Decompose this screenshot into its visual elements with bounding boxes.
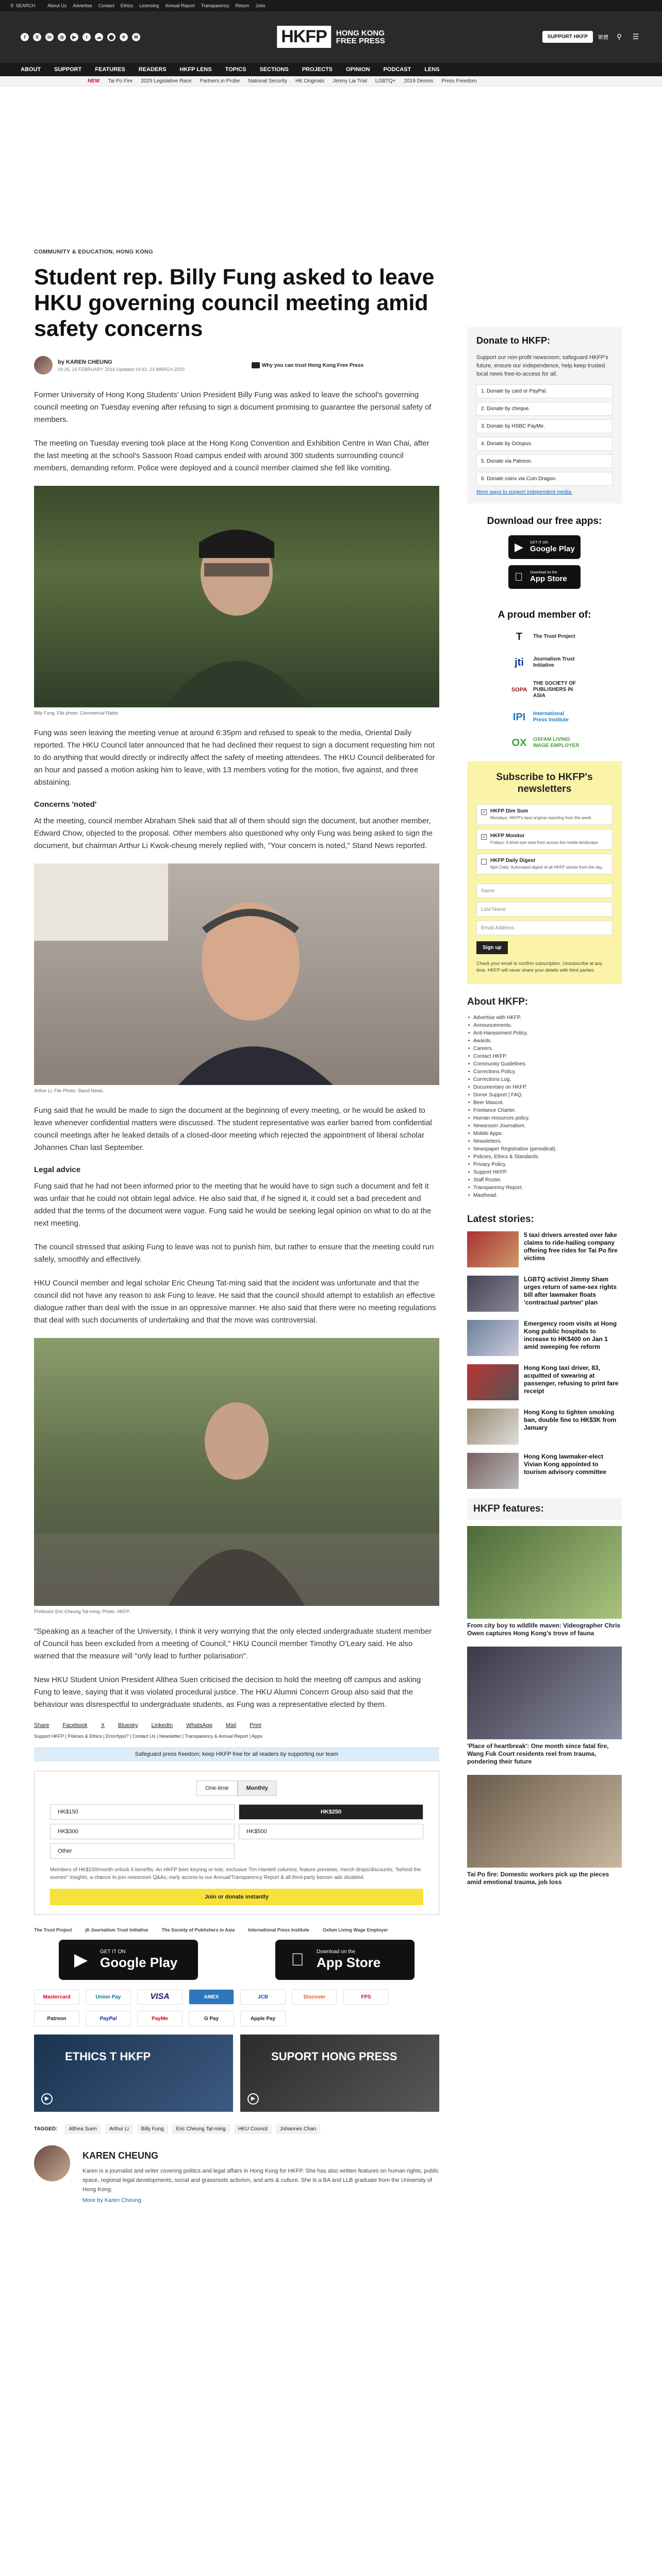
sidebar: [467, 327, 622, 1895]
logo-mark: HKFP: [277, 26, 331, 48]
newsletter-desc: Mondays: HKFP's best original reporting from the week.: [490, 816, 592, 820]
nav-podcast[interactable]: PODCAST: [383, 66, 411, 73]
instagram-icon[interactable]: ◎: [58, 33, 66, 41]
util-link-licensing[interactable]: Licensing: [139, 3, 159, 8]
about-link[interactable]: • Corrections Log.: [467, 1076, 622, 1083]
facebook-icon[interactable]: f: [21, 33, 29, 41]
google-play-icon: ▶: [74, 1950, 88, 1970]
feature-image[interactable]: [467, 1526, 622, 1619]
about-link[interactable]: • Beer Mascot.: [467, 1099, 622, 1107]
about-link[interactable]: • Community Guidelines.: [467, 1060, 622, 1068]
x-icon[interactable]: X: [33, 33, 41, 41]
util-link-transparency[interactable]: Transparency: [201, 3, 229, 8]
nav-topics[interactable]: TOPICS: [225, 66, 246, 73]
play-icon[interactable]: ▶: [41, 2093, 53, 2105]
oxfam-icon: OX: [511, 737, 527, 749]
store-large-label: Google Play: [100, 1955, 178, 1970]
about-link[interactable]: • Staff Roster.: [467, 1176, 622, 1184]
store-large-label: App Store: [530, 574, 567, 583]
util-link-jobs[interactable]: Jobs: [255, 3, 266, 8]
article-category[interactable]: COMMUNITY & EDUCATION, HONG KONG: [34, 249, 154, 255]
story-title[interactable]: LGBTQ activist Jimmy Sham urges return of same-sex rights bill after lawmaker floats 'contractual partner' plan: [524, 1276, 617, 1306]
paragraph: Fung was seen leaving the meeting venue at around 6:35pm and refused to speak to the media, Oriental Daily reported. The HKU Council later announced that he had declined their request to sign a document requesting him not to do anything that would directly or indirectly affect the safety of meeting attendees. The HKU Council deliberated for an hour and passed a motion asking him to leave, with 13 members voting for the motion, five against, and three abstaining.: [34, 728, 435, 787]
trending-link[interactable]: National Security: [248, 78, 287, 84]
newsletter-name: HKFP Monitor: [490, 833, 525, 839]
about-link[interactable]: • Support HKFP.: [467, 1168, 622, 1176]
share-bluesky[interactable]: Bluesky: [118, 1722, 138, 1728]
applepay-icon: Apple Pay: [240, 2011, 286, 2026]
support-links[interactable]: Support HKFP | Policies & Ethics | Error/typo? | Contact Us | Newsletter | Transparency & Annual Report | Apps: [34, 1734, 262, 1739]
member-trust-project[interactable]: [467, 629, 622, 645]
store-small-label: GET IT ON: [530, 541, 548, 545]
story-thumbnail[interactable]: [467, 1453, 519, 1489]
nav-opinion[interactable]: OPINION: [346, 66, 370, 73]
main-nav: [0, 63, 662, 76]
amount-option[interactable]: HK$500: [239, 1824, 423, 1839]
about-link[interactable]: • Donor Support | FAQ.: [467, 1091, 622, 1099]
latest-story[interactable]: [467, 1320, 622, 1356]
jcb-icon: JCB: [240, 1989, 286, 2005]
tag-link[interactable]: Eric Cheung Tat-ming: [172, 2124, 230, 2134]
about-links: [467, 1014, 622, 1199]
payme-icon: PayMe: [137, 2011, 183, 2026]
newsletter-desc: Fridays: A birds-eye view from across the media landscape.: [490, 840, 599, 845]
more-ways-link[interactable]: More ways to support independent media.: [476, 489, 573, 495]
trending-link[interactable]: Tai Po Fire: [108, 78, 133, 84]
trust-icon: [252, 362, 260, 368]
bluesky-icon[interactable]: ☁: [95, 33, 103, 41]
site-logo[interactable]: [277, 26, 385, 48]
feature-title[interactable]: From city boy to wildlife maven: Videographer Chris Owen captures Hong Kong's trove of fauna: [467, 1622, 621, 1637]
latest-story[interactable]: [467, 1276, 622, 1312]
share-bar: [34, 1722, 439, 1728]
latest-title: Latest stories:: [467, 1214, 534, 1225]
search-label: SEARCH: [15, 3, 36, 8]
youtube-icon[interactable]: ▶: [70, 33, 78, 41]
site-header: [0, 11, 662, 63]
about-link[interactable]: • Newsletters.: [467, 1138, 622, 1145]
paypal-icon: PayPal: [86, 2011, 131, 2026]
donate-title: Donate to HKFP:: [476, 335, 550, 346]
search-button[interactable]: [10, 3, 35, 9]
trending-link[interactable]: LGBTQ+: [375, 78, 396, 84]
header-actions: [542, 31, 641, 43]
share-print[interactable]: Print: [250, 1722, 261, 1728]
about-link[interactable]: • Documentary on HKFP.: [467, 1083, 622, 1091]
newsletter-title: Subscribe to HKFP's newsletters: [496, 772, 593, 794]
newsletter-option[interactable]: [476, 854, 613, 874]
promo-title: SUPORT HONG PRESS: [271, 2050, 398, 2063]
about-link[interactable]: • Freelance Charter.: [467, 1107, 622, 1114]
publish-dates: 16:26, 24 FEBRUARY 2016 Updated 19:43, 23 MARCH 2020: [58, 366, 185, 372]
donate-option[interactable]: 1. Donate by card or PayPal.: [476, 384, 613, 398]
byline: [34, 356, 439, 375]
safeguard-banner[interactable]: Safeguard press freedom; keep HKFP free for all readers by supporting our team: [34, 1747, 439, 1761]
about-link[interactable]: • Masthead.: [467, 1192, 622, 1199]
amount-option[interactable]: HK$150: [50, 1804, 235, 1820]
photo-illustration: [34, 863, 439, 1085]
photo-illustration: [34, 1338, 439, 1606]
search-icon: ⚲: [10, 3, 14, 8]
mastercard-icon: Mastercard: [34, 1989, 79, 2005]
amount-options: [50, 1804, 423, 1859]
photo-caption: Billy Fung. File photo: Commercial Radio.: [34, 710, 120, 716]
checkbox[interactable]: [481, 859, 487, 865]
member-label: International Press Institute: [533, 711, 569, 723]
paragraph: "Speaking as a teacher of the University, I think it very worrying that the only elected undergraduate student member of Council has been excluded from a meeting of Council," HKU Council member Timothy O'Leary said. He also warned that the measure will "only lead to further polarisation".: [34, 1627, 432, 1660]
nav-readers[interactable]: READERS: [138, 66, 167, 73]
newsletter-signup: [467, 761, 622, 984]
latest-story[interactable]: [467, 1364, 622, 1400]
sidebar-google-play-button[interactable]: [508, 535, 581, 559]
patreon-icon: Patreon: [34, 2011, 79, 2026]
paragraph: At the meeting, council member Abraham Shek said that all of them should sign the document, but another member, Edward Chow, objected to the proposal. Other members also questioned why only Fung was being asked to sign the document, but chairman Arthur Li Kwok-cheung merely replied with, "Your concern is noted," Stand News reported.: [34, 817, 433, 850]
newsletter-option[interactable]: [476, 829, 613, 850]
tag-link[interactable]: HKU Council: [234, 2124, 272, 2134]
story-thumbnail[interactable]: [467, 1320, 519, 1356]
apple-icon: [515, 570, 523, 584]
promo-support[interactable]: [240, 2035, 439, 2112]
story-title[interactable]: 5 taxi drivers arrested over fake claims to ride-hailing company offering free rides for Tai Po fire victims: [524, 1231, 618, 1262]
features-title: HKFP features:: [467, 1498, 622, 1520]
discover-icon: Discover: [292, 1989, 337, 2005]
util-link-annual-report[interactable]: Annual Report: [165, 3, 195, 8]
donate-option[interactable]: 6. Donate coins via Coin Dragon.: [476, 472, 613, 486]
story-title[interactable]: Hong Kong to tighten smoking ban, double fine to HK$3K from January: [524, 1409, 617, 1431]
feature-title[interactable]: Tai Po fire: Domestic workers pick up the pieces amid emotional trauma, job loss: [467, 1871, 609, 1886]
subheading: Concerns 'noted': [34, 800, 97, 809]
author-box: [34, 2145, 439, 2204]
member-sopa[interactable]: [467, 681, 622, 699]
about-link[interactable]: • Announcements.: [467, 1022, 622, 1029]
brand-name: [336, 29, 385, 45]
join-donate-button[interactable]: Join or donate instantly: [50, 1889, 423, 1905]
member-title: A proud member of:: [498, 609, 591, 620]
donate-option[interactable]: 2. Donate by cheque.: [476, 402, 613, 416]
about-link[interactable]: • Advertise with HKFP.: [467, 1014, 622, 1022]
visa-icon: VISA: [137, 1989, 183, 2005]
author-box-name[interactable]: KAREN CHEUNG: [82, 2150, 159, 2161]
latest-story[interactable]: [467, 1453, 622, 1489]
store-small-label: Download on the: [317, 1949, 356, 1955]
story-thumbnail[interactable]: [467, 1231, 519, 1267]
story-thumbnail[interactable]: [467, 1364, 519, 1400]
paragraph: Former University of Hong Kong Students' Union President Billy Fung was asked to leave the school's governing council meeting on Tuesday evening after refusing to sign a document promising to guarantee the personal safety of members.: [34, 391, 432, 424]
feature-story[interactable]: [467, 1526, 622, 1637]
newsletter-note: Check your email to confirm subscription. Unsubscribe at any time. HKFP will never share your details with third parties.: [476, 961, 603, 973]
member-logo[interactable]: jti Journalism Trust Initiative: [85, 1927, 148, 1933]
frequency-toggle: [50, 1781, 423, 1796]
newsletter-name: HKFP Daily Digest: [490, 858, 536, 863]
member-logo[interactable]: International Press Institute: [248, 1927, 309, 1933]
google-play-button[interactable]: [59, 1940, 198, 1980]
trending-link[interactable]: Jimmy Lai Trial: [333, 78, 367, 84]
story-title[interactable]: Hong Kong lawmaker-elect Vivian Kong appointed to tourism advisory committee: [524, 1453, 607, 1476]
gpay-icon: G Pay: [189, 2011, 234, 2026]
nav-features[interactable]: FEATURES: [95, 66, 125, 73]
member-ipi[interactable]: [467, 709, 622, 725]
language-toggle[interactable]: 繁體: [598, 35, 608, 41]
donate-option[interactable]: 4. Donate by Octopus.: [476, 437, 613, 451]
amount-option[interactable]: HK$250: [239, 1804, 423, 1820]
search-icon[interactable]: ⚲: [616, 32, 622, 41]
about-link[interactable]: • Policies, Ethics & Standards.: [467, 1153, 622, 1161]
last-name-field[interactable]: Last Name: [476, 902, 613, 917]
store-large-label: Google Play: [530, 545, 575, 553]
trending-bar: [0, 76, 662, 87]
article: [34, 249, 439, 2204]
about-link[interactable]: • Contact HKFP.: [467, 1053, 622, 1060]
member-logo[interactable]: The Trust Project: [34, 1927, 72, 1933]
feature-image[interactable]: [467, 1647, 622, 1739]
store-large-label: App Store: [317, 1955, 381, 1970]
nav-lens[interactable]: LENS: [424, 66, 440, 73]
tumblr-icon[interactable]: t: [82, 33, 91, 41]
new-label: NEW: [88, 78, 100, 84]
paragraph: The meeting on Tuesday evening took place at the Hong Kong Convention and Exhibition Centre in Wan Chai, after the last meeting at the school's Sassoon Road campus ended with around 300 students surrounding council members, demanding reform. Police were deployed and a council member claimed she fell like vomiting.: [34, 439, 429, 472]
member-oxfam[interactable]: [467, 735, 622, 751]
share-label[interactable]: Share: [34, 1722, 49, 1728]
photo-illustration: [34, 486, 439, 707]
jti-icon: jti: [515, 656, 524, 668]
photo-arthur-li[interactable]: [34, 863, 439, 1085]
freq-one-time[interactable]: One-time: [196, 1781, 237, 1796]
about-link[interactable]: • Anti-Harassment Policy.: [467, 1029, 622, 1037]
donate-option[interactable]: 5. Donate via Patreon.: [476, 454, 613, 468]
newsletter-option[interactable]: [476, 804, 613, 825]
amex-icon: AMEX: [189, 1989, 234, 2005]
email-field[interactable]: Email Address: [476, 921, 613, 935]
nav-projects[interactable]: PROJECTS: [302, 66, 333, 73]
name-field[interactable]: Name: [476, 884, 613, 898]
utility-links: [47, 3, 265, 8]
share-facebook[interactable]: Facebook: [62, 1722, 88, 1728]
freq-monthly[interactable]: Monthly: [238, 1781, 277, 1796]
author-avatar[interactable]: [34, 2145, 70, 2181]
tag-link[interactable]: Althea Suen: [64, 2124, 101, 2134]
author-name[interactable]: by KAREN CHEUNG: [58, 359, 112, 365]
util-link-contact[interactable]: Contact: [98, 3, 114, 8]
about-link[interactable]: • Privacy Policy.: [467, 1161, 622, 1168]
share-whatsapp[interactable]: WhatsApp: [186, 1722, 212, 1728]
trending-link[interactable]: Partners in Probe: [200, 78, 240, 84]
newsletter-desc: 9pm Daily: Automated digest of all HKFP stories from the day.: [490, 865, 603, 870]
brand-line-1: HONG KONG: [336, 28, 385, 38]
photo-eric-cheung[interactable]: [34, 1338, 439, 1606]
story-title[interactable]: Emergency room visits at Hong Kong public hospitals to increase to HK$400 on Jan 1 amid sweeping fee reform: [524, 1320, 617, 1350]
tag-link[interactable]: Arthur Li: [105, 2124, 133, 2134]
donate-option[interactable]: 3. Donate by HSBC PayMe.: [476, 419, 613, 433]
about-link[interactable]: • Human resources policy.: [467, 1114, 622, 1122]
paragraph: New HKU Student Union President Althea Suen criticised the decision to hold the meeting off campus and asking Fung to leave, saying that it was violated procedural justice. The HKU Alumni Concern Group also said that the behaviour was disrespectful to undergraduate students, as Fung was a representative elected by them.: [34, 1675, 421, 1709]
member-label: THE SOCIETY OF PUBLISHERS IN ASIA: [533, 681, 576, 699]
member-jti[interactable]: [467, 655, 622, 670]
trending-link[interactable]: HK Originals: [295, 78, 325, 84]
amount-option[interactable]: HK$300: [50, 1824, 235, 1839]
story-title[interactable]: Hong Kong taxi driver, 83, acquitted of swearing at passenger, refusing to print fare receipt: [524, 1364, 619, 1395]
payment-methods: [34, 1989, 439, 2026]
ipi-icon: IPI: [512, 711, 526, 723]
paragraph: HKU Council member and legal scholar Eric Cheung Tat-ming said that the incident was unfortunate and that the council did not have any reason to ask Fung to leave. He said that the council should attempt to establish an effective dialogue rather than deal with the issue in an oppressive manner. He also said that there were no meeting regulations that deal with such documents of undertaking and that the move was controversial.: [34, 1279, 436, 1325]
nav-support[interactable]: SUPPORT: [54, 66, 82, 73]
trust-link[interactable]: [252, 362, 363, 368]
play-icon[interactable]: ▶: [247, 2093, 259, 2105]
latest-story[interactable]: [467, 1231, 622, 1267]
tags-label: TAGGED:: [34, 2126, 58, 2132]
donate-widget: [34, 1771, 439, 1915]
util-link-about[interactable]: About Us: [47, 3, 67, 8]
member-label: The Trust Project: [533, 634, 575, 639]
unionpay-icon: Union Pay: [86, 1989, 131, 2005]
story-thumbnail[interactable]: [467, 1276, 519, 1312]
store-small-label: Download on the: [530, 571, 557, 574]
tag-list: [34, 2124, 439, 2134]
paragraph: Fung said that he had not been informed prior to the meeting that he would have to sign such a document and felt it was unfair that he could not obtain legal advice. He also said that, if he signed it, it could set a bad precedent and added that the terms of the document were vague. Fung said he would be seeking legal opinion on what to do at the next meeting.: [34, 1182, 432, 1228]
feature-title[interactable]: 'Place of heartbreak': One month since fatal fire, Wang Fuk Court residents reel from trauma, pondering their future: [467, 1742, 609, 1765]
article-title: Student rep. Billy Fung asked to leave HKU governing council meeting amid safety concerns: [34, 265, 435, 341]
util-link-ethics[interactable]: Ethics: [120, 3, 134, 8]
apps-title: Download our free apps:: [487, 516, 602, 527]
newsletter-name: HKFP Dim Sum: [490, 808, 528, 814]
feature-image[interactable]: [467, 1775, 622, 1868]
checkbox[interactable]: ✓: [482, 834, 486, 839]
fps-icon: FPS: [343, 1989, 389, 2005]
paragraph: The council stressed that asking Fung to leave was not to punish him, but rather to ensure that the meeting could run safely, smoothly and effectively.: [34, 1243, 434, 1264]
about-link[interactable]: • Newspaper Registration (periodical).: [467, 1145, 622, 1153]
trending-link[interactable]: 2019 Demos: [404, 78, 434, 84]
google-play-icon: ▶: [515, 540, 523, 553]
util-link-return[interactable]: Return: [235, 3, 250, 8]
member-label: OXFAM LIVING WAGE EMPLOYER: [533, 737, 580, 749]
nav-hkfp-lens[interactable]: HKFP LENS: [179, 66, 212, 73]
latest-story[interactable]: [467, 1409, 622, 1445]
subheading: Legal advice: [34, 1165, 81, 1174]
photo-caption: Professor Eric Cheung Tat-ming. Photo: HKFP.: [34, 1609, 130, 1614]
author-bio: Karen is a journalist and writer covering politics and legal affairs in Hong Kong for HKFP. She has also written features on human rights, public space, regional legal developments, social and grassroots activism, and arts & culture. She is a BA and LLB graduate from the University of Hong Kong.: [82, 2168, 439, 2193]
about-title: About HKFP:: [467, 996, 528, 1007]
promo-ethics[interactable]: [34, 2035, 233, 2112]
promo-title: ETHICS T HKFP: [65, 2050, 151, 2063]
trending-link[interactable]: Press Freedom: [441, 78, 477, 84]
apple-icon: [287, 1949, 308, 1971]
threads-icon[interactable]: ⬤: [107, 33, 115, 41]
mail-icon[interactable]: ✉: [132, 33, 140, 41]
story-thumbnail[interactable]: [467, 1409, 519, 1445]
about-link[interactable]: • Newsroom Journalism.: [467, 1122, 622, 1130]
trust-project-icon: T: [516, 631, 523, 642]
social-links: [21, 33, 140, 41]
tag-link[interactable]: Johannes Chan: [276, 2124, 320, 2134]
sidebar-app-store-button[interactable]: [508, 565, 581, 589]
sopa-icon: SOPA: [511, 687, 527, 693]
checkbox[interactable]: ✓: [482, 809, 486, 815]
feature-story[interactable]: [467, 1775, 622, 1886]
paragraph: Fung said that he would be made to sign the document at the beginning of every meeting, or he would be asked to leave whenever confidential matters were discussed. The student representative was earlier barred from confidential council meetings after he leaked details of a closed-door meeting which rejected the appointment of liberal scholar Johannes Chan last September.: [34, 1106, 432, 1152]
donate-options: [476, 384, 613, 486]
linkedin-icon[interactable]: in: [45, 33, 54, 41]
about-link[interactable]: • Mobile Apps.: [467, 1130, 622, 1138]
about-link[interactable]: • Careers.: [467, 1045, 622, 1053]
top-utility-bar: [0, 0, 662, 11]
member-logo[interactable]: The Society of Publishers in Asia: [161, 1927, 235, 1933]
store-small-label: GET IT ON: [100, 1949, 126, 1955]
nav-sections[interactable]: SECTIONS: [259, 66, 289, 73]
photo-caption: Arthur Li. File Photo: Stand News.: [34, 1088, 104, 1093]
telegram-icon[interactable]: ✈: [120, 33, 128, 41]
support-hkfp-button[interactable]: SUPPORT HKFP: [542, 31, 593, 43]
trust-label: Why you can trust Hong Kong Free Press: [261, 362, 364, 368]
feature-story[interactable]: [467, 1647, 622, 1766]
brand-line-2: FREE PRESS: [336, 36, 385, 45]
about-link[interactable]: • Awards.: [467, 1037, 622, 1045]
app-buttons: [34, 1940, 439, 1980]
share-mail[interactable]: Mail: [225, 1722, 237, 1728]
nav-about[interactable]: ABOUT: [21, 66, 41, 73]
members-row: [34, 1927, 439, 1933]
about-link[interactable]: • Transparency Report.: [467, 1184, 622, 1192]
promo-videos: [34, 2035, 439, 2112]
app-store-button[interactable]: [275, 1940, 415, 1980]
donate-text: Support our non-profit newsroom; safeguard HKFP's future, ensure our independence, help keep trusted local news free-to-access for all.: [476, 354, 608, 377]
more-by-author-link[interactable]: More by Karen Cheung: [82, 2197, 141, 2204]
util-link-advertise[interactable]: Advertise: [73, 3, 92, 8]
share-x[interactable]: X: [101, 1722, 105, 1728]
photo-billy-fung[interactable]: [34, 486, 439, 707]
member-logo[interactable]: Oxfam Living Wage Employer: [322, 1927, 388, 1933]
member-label: Journalism Trust Initiative: [533, 656, 575, 668]
menu-icon[interactable]: ☰: [632, 32, 639, 41]
donate-note: Members of HK$150/month unlock 6 benefits: An HKFP beer keyring or tote; exclusive Tim Hamlett columns; feature previews; merch drops/discounts; "behind the scenes" insights; a chance to join newsroom Q&As; early access to our Annual/Transparency Report & all third-party banner ads disabled.: [50, 1867, 421, 1880]
author-avatar[interactable]: [34, 356, 53, 375]
about-link[interactable]: • Corrections Policy.: [467, 1068, 622, 1076]
sign-up-button[interactable]: Sign up: [476, 941, 508, 954]
amount-option[interactable]: Other: [50, 1843, 235, 1859]
share-linkedin[interactable]: LinkedIn: [151, 1722, 173, 1728]
trending-link[interactable]: 2025 Legislative Race: [141, 78, 192, 84]
donate-panel: [467, 327, 622, 503]
tag-link[interactable]: Billy Fung: [137, 2124, 168, 2134]
